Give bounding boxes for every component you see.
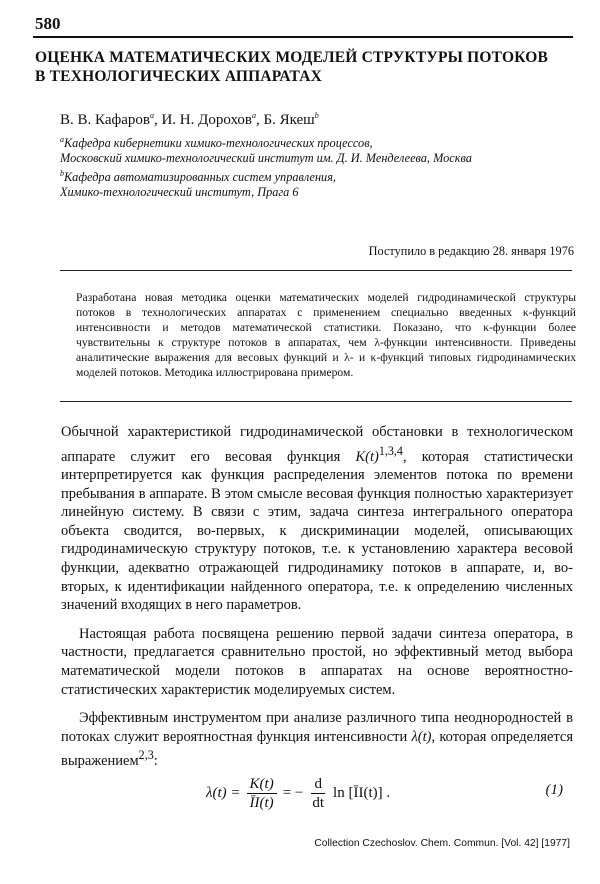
author-1: В. В. Кафаров — [60, 112, 150, 128]
author-separator: , — [255, 112, 264, 128]
author-2: И. Н. Дорохов — [161, 112, 252, 128]
affiliation-a-line-1 — [60, 132, 560, 151]
fraction-numerator: K(t) — [247, 775, 277, 794]
weight-function-symbol: K(t) — [355, 448, 379, 465]
paragraph-3-text-c: : — [153, 753, 158, 770]
author-list — [60, 111, 319, 129]
header-rule — [33, 36, 573, 38]
paragraph-1 — [61, 423, 573, 615]
equation-rhs: ln [ĪI(t)] . — [333, 784, 391, 801]
paragraph-3 — [61, 709, 573, 771]
affiliation-a-mark: a — [60, 135, 64, 144]
affiliation-b-mark: b — [60, 169, 64, 179]
fraction-denominator: ĪI(t) — [249, 794, 274, 811]
equation-minus: = − — [282, 784, 304, 801]
body-text — [61, 423, 573, 781]
affiliations — [60, 132, 560, 200]
reference-marks: 2,3 — [138, 748, 154, 763]
derivative-fraction — [309, 775, 327, 812]
paragraph-1-text-a: Обычной характеристикой гидродинамической обстановки в технологическом аппарате служит его весовая функция — [61, 424, 573, 465]
equation-body — [206, 770, 390, 816]
intensity-function-symbol: λ(t) — [411, 728, 432, 745]
affiliation-a-dept: Кафедра кибернетики химико-технологических процессов, — [64, 136, 373, 151]
equation-number: (1) — [545, 782, 563, 798]
derivative-numerator: d — [311, 775, 325, 794]
author-separator: , — [153, 112, 162, 128]
affiliation-a-line-2: Московский химико-технологический институт им. Д. И. Менделеева, Москва — [60, 151, 472, 166]
derivative-denominator: dt — [312, 794, 325, 811]
author-1-affil-mark: a — [149, 111, 154, 120]
received-date: Поступило в редакцию 28. января 1976 — [368, 244, 574, 258]
abstract-rule-top — [60, 270, 572, 271]
affiliation-b-line-1 — [60, 166, 560, 185]
reference-marks: 1,3,4 — [378, 443, 403, 458]
article-title — [35, 48, 575, 86]
journal-citation: Collection Czechoslov. Chem. Commun. [Vol. 42] [1977] — [314, 838, 570, 849]
equation-1 — [61, 770, 573, 816]
affiliation-b-dept: Кафедра автоматизированных систем управления, — [64, 170, 336, 185]
abstract: Разработана новая методика оценки математических моделей гидродинамической структуры потоков в технологических аппаратах с применением специально введенных κ-функций интенсивности и методов математической статистики. Показано, что κ-функции более чувствительны к структуре потоков в аппаратах, чем λ-функции интенсивности. Приведены аналитические выражения для весовых функций и λ- и κ-функций типовых гидродинамических моделей потоков. Методика иллюстрирована примером. — [76, 291, 576, 379]
title-line-1: ОЦЕНКА МАТЕМАТИЧЕСКИХ МОДЕЛЕЙ СТРУКТУРЫ ПОТОКОВ — [35, 49, 549, 66]
fraction-k-over-i — [247, 775, 277, 812]
paragraph-1-text-b: , которая статистически интерпретируется как функция распределения элементов потока по времени пребывания в аппарате. В этом смысле весовая функция полностью характеризует линейную систему. В связи с этим, задача синтеза интегрального оператора объекта сводится, во-первых, к дискриминации моделей, описывающих гидродинамическую структуру потоков, т.е. к установлению характера весовой функции, адекватно отражающей гидродинамику потоков в аппарате, и, во-вторых, к идентификации найденного оператора, т.е. к определению численных значений входящих в него параметров. — [61, 448, 573, 614]
paragraph-2: Настоящая работа посвящена решению первой задачи синтеза оператора, в частности, предлагается сравнительно простой, но эффективный метод выбора математической модели потоков в аппаратах на основе вероятностно-статистических характеристик моделируемых систем. — [61, 625, 573, 698]
paragraph-3-text-a: Эффективным инструментом при анализе различного типа неоднородностей в потоках служит вероятностная функция интенсивности — [61, 710, 573, 745]
abstract-rule-bottom — [60, 401, 572, 402]
page-number: 580 — [35, 14, 61, 33]
author-3-affil-mark: b — [314, 111, 319, 120]
paragraph-3-text-b: , которая определяется выражением — [61, 728, 573, 770]
equation-lhs: λ(t) = — [206, 784, 241, 801]
author-3: Б. Якеш — [263, 112, 315, 128]
author-2-affil-mark: a — [251, 111, 256, 120]
affiliation-b-line-2: Химико-технологический институт, Прага 6 — [60, 185, 299, 200]
title-line-2: В ТЕХНОЛОГИЧЕСКИХ АППАРАТАХ — [35, 68, 323, 85]
